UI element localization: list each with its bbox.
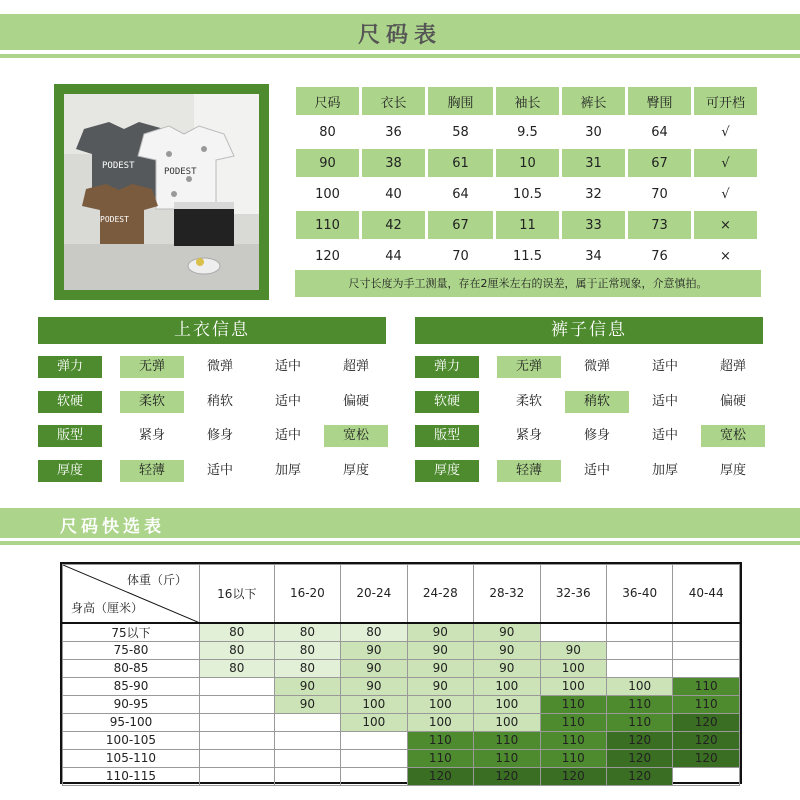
info-option: 加厚	[651, 463, 678, 478]
size-recommendation-cell: 110	[407, 749, 473, 767]
info-option: 加厚	[274, 463, 301, 478]
size-table-cell: 70	[428, 242, 493, 270]
size-header-cell: 衣长	[362, 87, 425, 115]
size-table-cell: 9.5	[496, 118, 559, 146]
info-option: 厚度	[342, 463, 369, 478]
size-recommendation-cell: 110	[540, 731, 606, 749]
size-recommendation-cell	[274, 713, 340, 731]
size-table-row	[296, 180, 757, 208]
size-recommendation-cell: 110	[673, 677, 740, 695]
info-option: 无弹	[120, 356, 184, 378]
info-option: 适中	[651, 428, 678, 443]
size-table-cell: 67	[628, 149, 691, 177]
size-recommendation-cell: 90	[341, 641, 407, 659]
size-recommendation-cell: 90	[341, 677, 407, 695]
size-recommendation-cell	[673, 659, 740, 677]
size-recommendation-cell	[673, 767, 740, 785]
size-recommendation-cell: 120	[673, 749, 740, 767]
weight-column-header: 24-28	[407, 565, 473, 623]
size-recommendation-cell	[274, 749, 340, 767]
size-recommendation-cell: 90	[474, 659, 540, 677]
size-recommendation-cell: 80	[341, 623, 407, 642]
size-header-cell: 胸围	[428, 87, 493, 115]
size-recommendation-cell: 80	[200, 641, 275, 659]
weight-axis-label: 体重（斤）	[126, 573, 187, 587]
size-recommendation-cell	[341, 731, 407, 749]
quick-table-row	[63, 623, 740, 642]
quick-table-row	[63, 641, 740, 659]
size-header-cell: 臀围	[628, 87, 691, 115]
size-table-cell: 40	[362, 180, 425, 208]
quick-table-row	[63, 677, 740, 695]
size-table-cell: 32	[562, 180, 625, 208]
info-row	[415, 425, 765, 447]
size-recommendation-cell	[200, 767, 275, 785]
size-recommendation-cell: 80	[200, 659, 275, 677]
size-recommendation-cell: 100	[341, 713, 407, 731]
info-option: 适中	[274, 394, 301, 409]
info-option: 稍软	[565, 391, 629, 413]
size-table-row	[296, 211, 757, 239]
info-option: 紧身	[515, 428, 542, 443]
quick-table-row	[63, 767, 740, 785]
size-recommendation-cell: 90	[407, 641, 473, 659]
size-recommendation-cell: 110	[606, 713, 672, 731]
size-table-cell: 70	[628, 180, 691, 208]
size-recommendation-cell	[606, 641, 672, 659]
size-table-cell: 80	[296, 118, 359, 146]
info-option: 微弹	[583, 359, 610, 374]
size-recommendation-cell	[200, 749, 275, 767]
size-recommendation-cell: 100	[540, 659, 606, 677]
size-recommendation-cell: 80	[200, 623, 275, 642]
info-row	[415, 391, 765, 413]
size-table-cell: 30	[562, 118, 625, 146]
size-recommendation-cell: 110	[540, 713, 606, 731]
info-row	[38, 425, 388, 447]
size-recommendation-cell: 90	[407, 623, 473, 642]
size-table-cell: 73	[628, 211, 691, 239]
size-recommendation-cell: 80	[274, 641, 340, 659]
size-recommendation-cell: 100	[474, 695, 540, 713]
size-recommendation-cell: 110	[540, 749, 606, 767]
size-table	[293, 84, 760, 273]
info-label: 版型	[38, 425, 102, 447]
product-image	[64, 94, 259, 290]
weight-column-header: 20-24	[341, 565, 407, 623]
banner-divider	[0, 54, 800, 58]
brand-text-3: PODEST	[100, 215, 129, 224]
info-row	[38, 460, 388, 482]
info-option: 柔软	[515, 394, 542, 409]
size-table-cell: 110	[296, 211, 359, 239]
size-table-row	[296, 242, 757, 270]
info-option: 适中	[274, 359, 301, 374]
size-table-cell: √	[694, 118, 757, 146]
size-recommendation-cell: 80	[274, 659, 340, 677]
info-option: 适中	[583, 463, 610, 478]
size-recommendation-cell: 110	[606, 695, 672, 713]
size-recommendation-cell: 110	[673, 695, 740, 713]
size-recommendation-cell: 90	[274, 695, 340, 713]
height-row-label: 90-95	[63, 695, 200, 713]
size-table-cell: 64	[428, 180, 493, 208]
info-option: 超弹	[342, 359, 369, 374]
size-table-row	[296, 149, 757, 177]
info-option: 紧身	[138, 428, 165, 443]
size-recommendation-cell: 90	[407, 659, 473, 677]
size-recommendation-cell	[673, 623, 740, 642]
size-recommendation-cell	[673, 641, 740, 659]
size-recommendation-cell: 100	[540, 677, 606, 695]
size-recommendation-cell	[200, 677, 275, 695]
info-option: 适中	[274, 428, 301, 443]
quick-select-table-frame	[60, 562, 742, 784]
weight-column-header: 32-36	[540, 565, 606, 623]
pants-info-title: 裤子信息	[415, 317, 763, 344]
brand-text-1: PODEST	[102, 161, 135, 171]
size-table-cell: 31	[562, 149, 625, 177]
size-table-cell: √	[694, 149, 757, 177]
size-table-cell: 76	[628, 242, 691, 270]
size-table-cell: 11	[496, 211, 559, 239]
size-recommendation-cell: 100	[474, 677, 540, 695]
info-label: 弹力	[415, 356, 479, 378]
size-recommendation-cell: 100	[606, 677, 672, 695]
quick-select-title: 尺码快选表	[60, 517, 165, 537]
size-table-cell: 10.5	[496, 180, 559, 208]
height-axis-label: 身高（厘米）	[71, 600, 144, 615]
quick-table-row	[63, 749, 740, 767]
info-option: 修身	[206, 428, 233, 443]
size-recommendation-cell: 100	[407, 713, 473, 731]
size-table-cell: 67	[428, 211, 493, 239]
quick-select-table	[62, 564, 740, 786]
size-recommendation-cell: 120	[606, 731, 672, 749]
info-option: 偏硬	[719, 394, 746, 409]
info-option: 微弹	[206, 359, 233, 374]
size-chart-banner	[0, 14, 800, 50]
size-table-cell: 11.5	[496, 242, 559, 270]
size-recommendation-cell	[341, 767, 407, 785]
size-recommendation-cell	[200, 731, 275, 749]
size-disclaimer: 尺寸长度为手工测量，存在2厘米左右的误差，属于正常现象，介意慎拍。	[295, 270, 761, 297]
size-recommendation-cell: 110	[474, 749, 540, 767]
size-recommendation-cell: 120	[606, 749, 672, 767]
quick-corner-cell	[63, 565, 200, 623]
info-label: 软硬	[38, 391, 102, 413]
info-option: 适中	[206, 463, 233, 478]
quick-table-row	[63, 659, 740, 677]
size-recommendation-cell: 110	[540, 695, 606, 713]
info-option: 轻薄	[497, 460, 561, 482]
size-recommendation-cell: 90	[407, 677, 473, 695]
size-header-cell: 尺码	[296, 87, 359, 115]
size-header-cell: 袖长	[496, 87, 559, 115]
size-table-cell: √	[694, 180, 757, 208]
info-label: 弹力	[38, 356, 102, 378]
size-recommendation-cell	[274, 731, 340, 749]
info-option: 偏硬	[342, 394, 369, 409]
size-recommendation-cell: 90	[341, 659, 407, 677]
size-recommendation-cell: 100	[474, 713, 540, 731]
info-option: 柔软	[120, 391, 184, 413]
quick-table-row	[63, 695, 740, 713]
height-row-label: 100-105	[63, 731, 200, 749]
size-recommendation-cell: 80	[274, 623, 340, 642]
size-table-cell: ×	[694, 211, 757, 239]
info-option: 稍软	[206, 394, 233, 409]
height-row-label: 80-85	[63, 659, 200, 677]
size-table-cell: 58	[428, 118, 493, 146]
height-row-label: 95-100	[63, 713, 200, 731]
size-table-cell: 33	[562, 211, 625, 239]
info-option: 轻薄	[120, 460, 184, 482]
info-option: 无弹	[497, 356, 561, 378]
info-row	[38, 391, 388, 413]
size-recommendation-cell: 120	[606, 767, 672, 785]
info-row	[415, 460, 765, 482]
size-recommendation-cell	[200, 713, 275, 731]
info-option: 宽松	[701, 425, 765, 447]
info-label: 厚度	[415, 460, 479, 482]
size-recommendation-cell: 90	[474, 623, 540, 642]
banner-divider	[0, 541, 800, 545]
height-row-label: 75-80	[63, 641, 200, 659]
size-recommendation-cell: 120	[540, 767, 606, 785]
size-recommendation-cell: 100	[341, 695, 407, 713]
size-table-cell: 100	[296, 180, 359, 208]
weight-column-header: 16-20	[274, 565, 340, 623]
page-title: 尺码表	[357, 23, 442, 48]
size-recommendation-cell: 110	[407, 731, 473, 749]
quick-table-row	[63, 731, 740, 749]
height-row-label: 105-110	[63, 749, 200, 767]
height-row-label: 85-90	[63, 677, 200, 695]
info-option: 宽松	[324, 425, 388, 447]
size-table-row	[296, 118, 757, 146]
info-label: 版型	[415, 425, 479, 447]
size-recommendation-cell	[606, 659, 672, 677]
size-recommendation-cell: 90	[474, 641, 540, 659]
size-table-cell: 90	[296, 149, 359, 177]
size-recommendation-cell	[540, 623, 606, 642]
info-option: 修身	[583, 428, 610, 443]
size-table-cell: 34	[562, 242, 625, 270]
size-header-cell: 裤长	[562, 87, 625, 115]
size-recommendation-cell: 90	[274, 677, 340, 695]
quick-header-row	[63, 565, 740, 623]
size-recommendation-cell: 120	[673, 731, 740, 749]
size-table-cell: 44	[362, 242, 425, 270]
size-recommendation-cell	[606, 623, 672, 642]
size-table-cell: 61	[428, 149, 493, 177]
weight-column-header: 40-44	[673, 565, 740, 623]
quick-table-row	[63, 713, 740, 731]
size-recommendation-cell: 120	[407, 767, 473, 785]
size-recommendation-cell: 120	[673, 713, 740, 731]
height-row-label: 75以下	[63, 623, 200, 642]
size-recommendation-cell	[200, 695, 275, 713]
top-info-title: 上衣信息	[38, 317, 386, 344]
weight-column-header: 28-32	[474, 565, 540, 623]
size-table-cell: 36	[362, 118, 425, 146]
info-row	[38, 356, 388, 378]
product-photo	[54, 84, 269, 300]
weight-column-header: 36-40	[606, 565, 672, 623]
info-option: 厚度	[719, 463, 746, 478]
size-recommendation-cell	[274, 767, 340, 785]
info-row	[415, 356, 765, 378]
size-recommendation-cell: 120	[474, 767, 540, 785]
size-table-cell: 64	[628, 118, 691, 146]
size-table-cell: 10	[496, 149, 559, 177]
info-label: 软硬	[415, 391, 479, 413]
size-recommendation-cell: 110	[474, 731, 540, 749]
size-table-header-row	[296, 87, 757, 115]
info-option: 适中	[651, 359, 678, 374]
size-table-cell: ×	[694, 242, 757, 270]
info-option: 超弹	[719, 359, 746, 374]
height-row-label: 110-115	[63, 767, 200, 785]
brand-text-2: PODEST	[164, 167, 197, 177]
size-recommendation-cell	[341, 749, 407, 767]
quick-select-banner	[0, 508, 800, 538]
size-table-cell: 38	[362, 149, 425, 177]
weight-column-header: 16以下	[200, 565, 275, 623]
info-option: 适中	[651, 394, 678, 409]
size-header-cell: 可开档	[694, 87, 757, 115]
size-recommendation-cell: 90	[540, 641, 606, 659]
info-label: 厚度	[38, 460, 102, 482]
size-recommendation-cell: 100	[407, 695, 473, 713]
size-table-cell: 42	[362, 211, 425, 239]
size-table-cell: 120	[296, 242, 359, 270]
